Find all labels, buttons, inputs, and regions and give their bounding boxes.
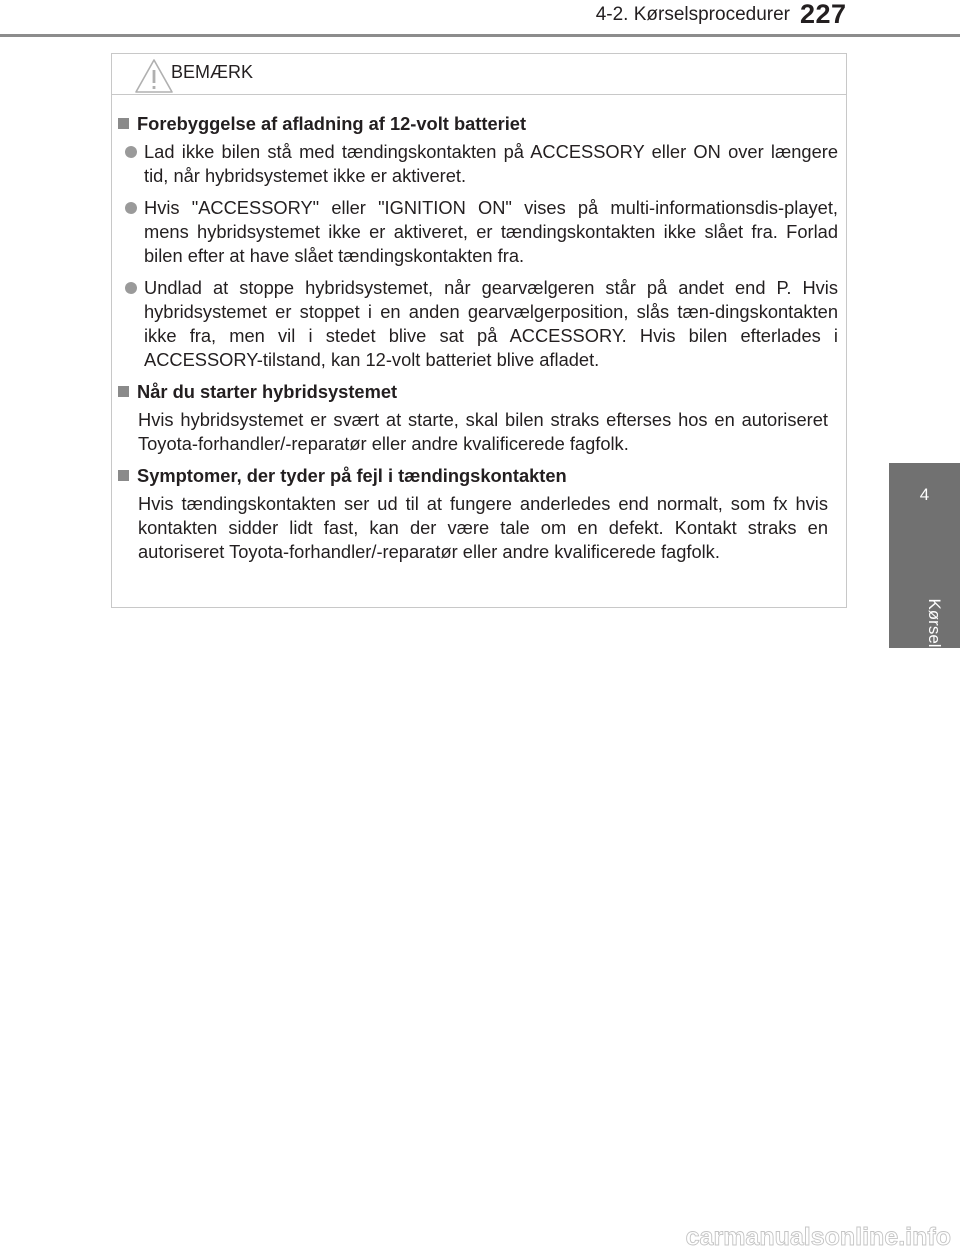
notice-content bbox=[112, 104, 846, 572]
section-paragraph: Hvis hybridsystemet er svært at starte, skal bilen straks efterses hos en autoriseret Toyota-forhandler/-reparatør eller andre kvalificerede fagfolk. bbox=[138, 409, 828, 454]
page-number: 227 bbox=[800, 0, 847, 29]
warning-triangle-icon bbox=[134, 58, 174, 94]
list-item bbox=[119, 276, 838, 372]
chapter-label: Kørsel bbox=[925, 598, 944, 648]
circle-bullet-icon bbox=[125, 202, 137, 214]
section-heading bbox=[112, 112, 846, 136]
square-bullet-icon bbox=[118, 118, 129, 129]
list-item bbox=[119, 196, 838, 268]
footer-watermark bbox=[625, 1222, 955, 1252]
notice-header bbox=[112, 54, 846, 95]
section-heading bbox=[112, 464, 846, 488]
footer-watermark-text: carmanualsonline.info bbox=[685, 1223, 951, 1251]
circle-bullet-icon bbox=[125, 146, 137, 158]
chapter-tab bbox=[889, 463, 960, 648]
section-heading-text: Symptomer, der tyder på fejl i tændingskontakten bbox=[137, 465, 567, 486]
section-heading-text: Når du starter hybridsystemet bbox=[137, 381, 398, 402]
chapter-number: 4 bbox=[919, 485, 930, 504]
list-item-text: Lad ikke bilen stå med tændingskontakten på ACCESSORY eller ON over længere tid, når hybridsystemet ikke er aktiveret. bbox=[144, 141, 838, 186]
list-item bbox=[119, 140, 838, 188]
square-bullet-icon bbox=[118, 386, 129, 397]
circle-bullet-icon bbox=[125, 282, 137, 294]
notice-title: BEMÆRK bbox=[171, 62, 254, 82]
section-title: 4-2. Kørselsprocedurer bbox=[595, 4, 790, 25]
list-item-text: Undlad at stoppe hybridsystemet, når gearvælgeren står på andet end P. Hvis hybridsystemet er stoppet i en anden gearvælgerposition, slås tæn-dingskontakten ikke fra, men vil i stedet blive sat på ACCESSORY. Hvis bilen efterlades i ACCESSORY-tilstand, kan 12-volt batteriet blive afladet. bbox=[144, 277, 838, 370]
section-heading-text: Forebyggelse af afladning af 12-volt batteriet bbox=[137, 113, 527, 134]
section-paragraph: Hvis tændingskontakten ser ud til at fungere anderledes end normalt, som fx hvis kontakten sidder lidt fast, kan der være tale om en defekt. Kontakt straks en autoriseret Toyota-forhandler/-reparatør eller andre kvalificerede fagfolk. bbox=[138, 493, 828, 562]
list-item-text: Hvis "ACCESSORY" eller "IGNITION ON" vises på multi-informationsdis-playet, mens hybridsystemet ikke er aktiveret, er tændingskontakten ikke slået fra. Forlad bilen efter at have slået tændingskontakten fra. bbox=[144, 197, 838, 266]
square-bullet-icon bbox=[118, 470, 129, 481]
notice-box bbox=[111, 53, 847, 608]
section-heading bbox=[112, 380, 846, 404]
header-divider bbox=[0, 34, 960, 37]
